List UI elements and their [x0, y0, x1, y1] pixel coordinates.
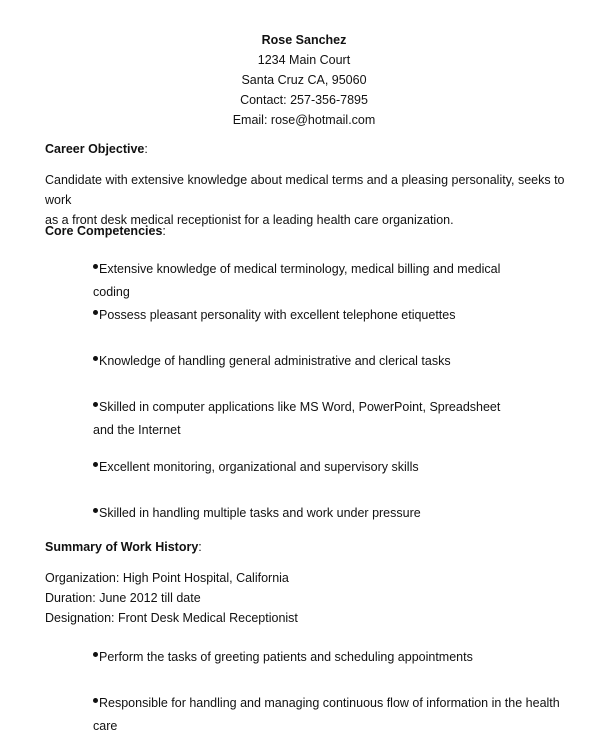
resume-header [0, 30, 600, 130]
work-designation: Designation: Front Desk Medical Receptionist [45, 611, 298, 625]
bullet-icon [93, 462, 98, 467]
address-line: 1234 Main Court [257, 53, 351, 67]
competency-text: Skilled in handling multiple tasks and work under pressure [99, 506, 421, 520]
work-duty-item [93, 646, 573, 669]
core-competencies-colon: : [162, 224, 166, 238]
competency-text: Knowledge of handling general administrative and clerical tasks [99, 354, 451, 368]
work-duration: Duration: June 2012 till date [45, 591, 201, 605]
competency-item [93, 396, 523, 442]
bullet-icon [93, 264, 98, 269]
work-history-colon: : [198, 540, 202, 554]
bullet-icon [93, 652, 98, 657]
core-competencies-heading [45, 222, 166, 240]
work-duty-text: Perform the tasks of greeting patients and scheduling appointments [99, 650, 473, 664]
candidate-name: Rose Sanchez [261, 33, 347, 47]
career-objective-heading [45, 140, 148, 158]
career-objective-line-2: as a front desk medical receptionist for a leading health care organization. [45, 213, 454, 227]
work-history-title: Summary of Work History [45, 540, 199, 554]
work-duty-item [93, 692, 573, 738]
core-competencies-title: Core Competencies [45, 224, 163, 238]
city-line: Santa Cruz CA, 95060 [241, 73, 367, 87]
bullet-icon [93, 356, 98, 361]
email-line: Email: rose@hotmail.com [232, 113, 376, 127]
career-objective-colon: : [144, 142, 148, 156]
competency-item [93, 304, 533, 327]
bullet-icon [93, 402, 98, 407]
competency-item [93, 258, 533, 304]
career-objective-line-1: Candidate with extensive knowledge about medical terms and a pleasing personality, seeks to work [45, 173, 565, 207]
career-objective-title: Career Objective [45, 142, 145, 156]
competency-item [93, 456, 533, 479]
bullet-icon [93, 310, 98, 315]
career-objective-text [45, 170, 565, 230]
competency-text: Excellent monitoring, organizational and supervisory skills [99, 460, 419, 474]
competency-item [93, 350, 533, 373]
competency-item [93, 502, 533, 525]
bullet-icon [93, 698, 98, 703]
work-organization: Organization: High Point Hospital, California [45, 571, 289, 585]
competency-text: Extensive knowledge of medical terminology, medical billing and medical coding [93, 262, 501, 299]
bullet-icon [93, 508, 98, 513]
work-duty-text: Responsible for handling and managing continuous flow of information in the health care [93, 696, 560, 733]
contact-line: Contact: 257-356-7895 [240, 93, 368, 107]
competency-text: Possess pleasant personality with excellent telephone etiquettes [99, 308, 456, 322]
work-history-heading [45, 538, 202, 556]
competency-text: Skilled in computer applications like MS Word, PowerPoint, Spreadsheet and the Internet [93, 400, 501, 437]
